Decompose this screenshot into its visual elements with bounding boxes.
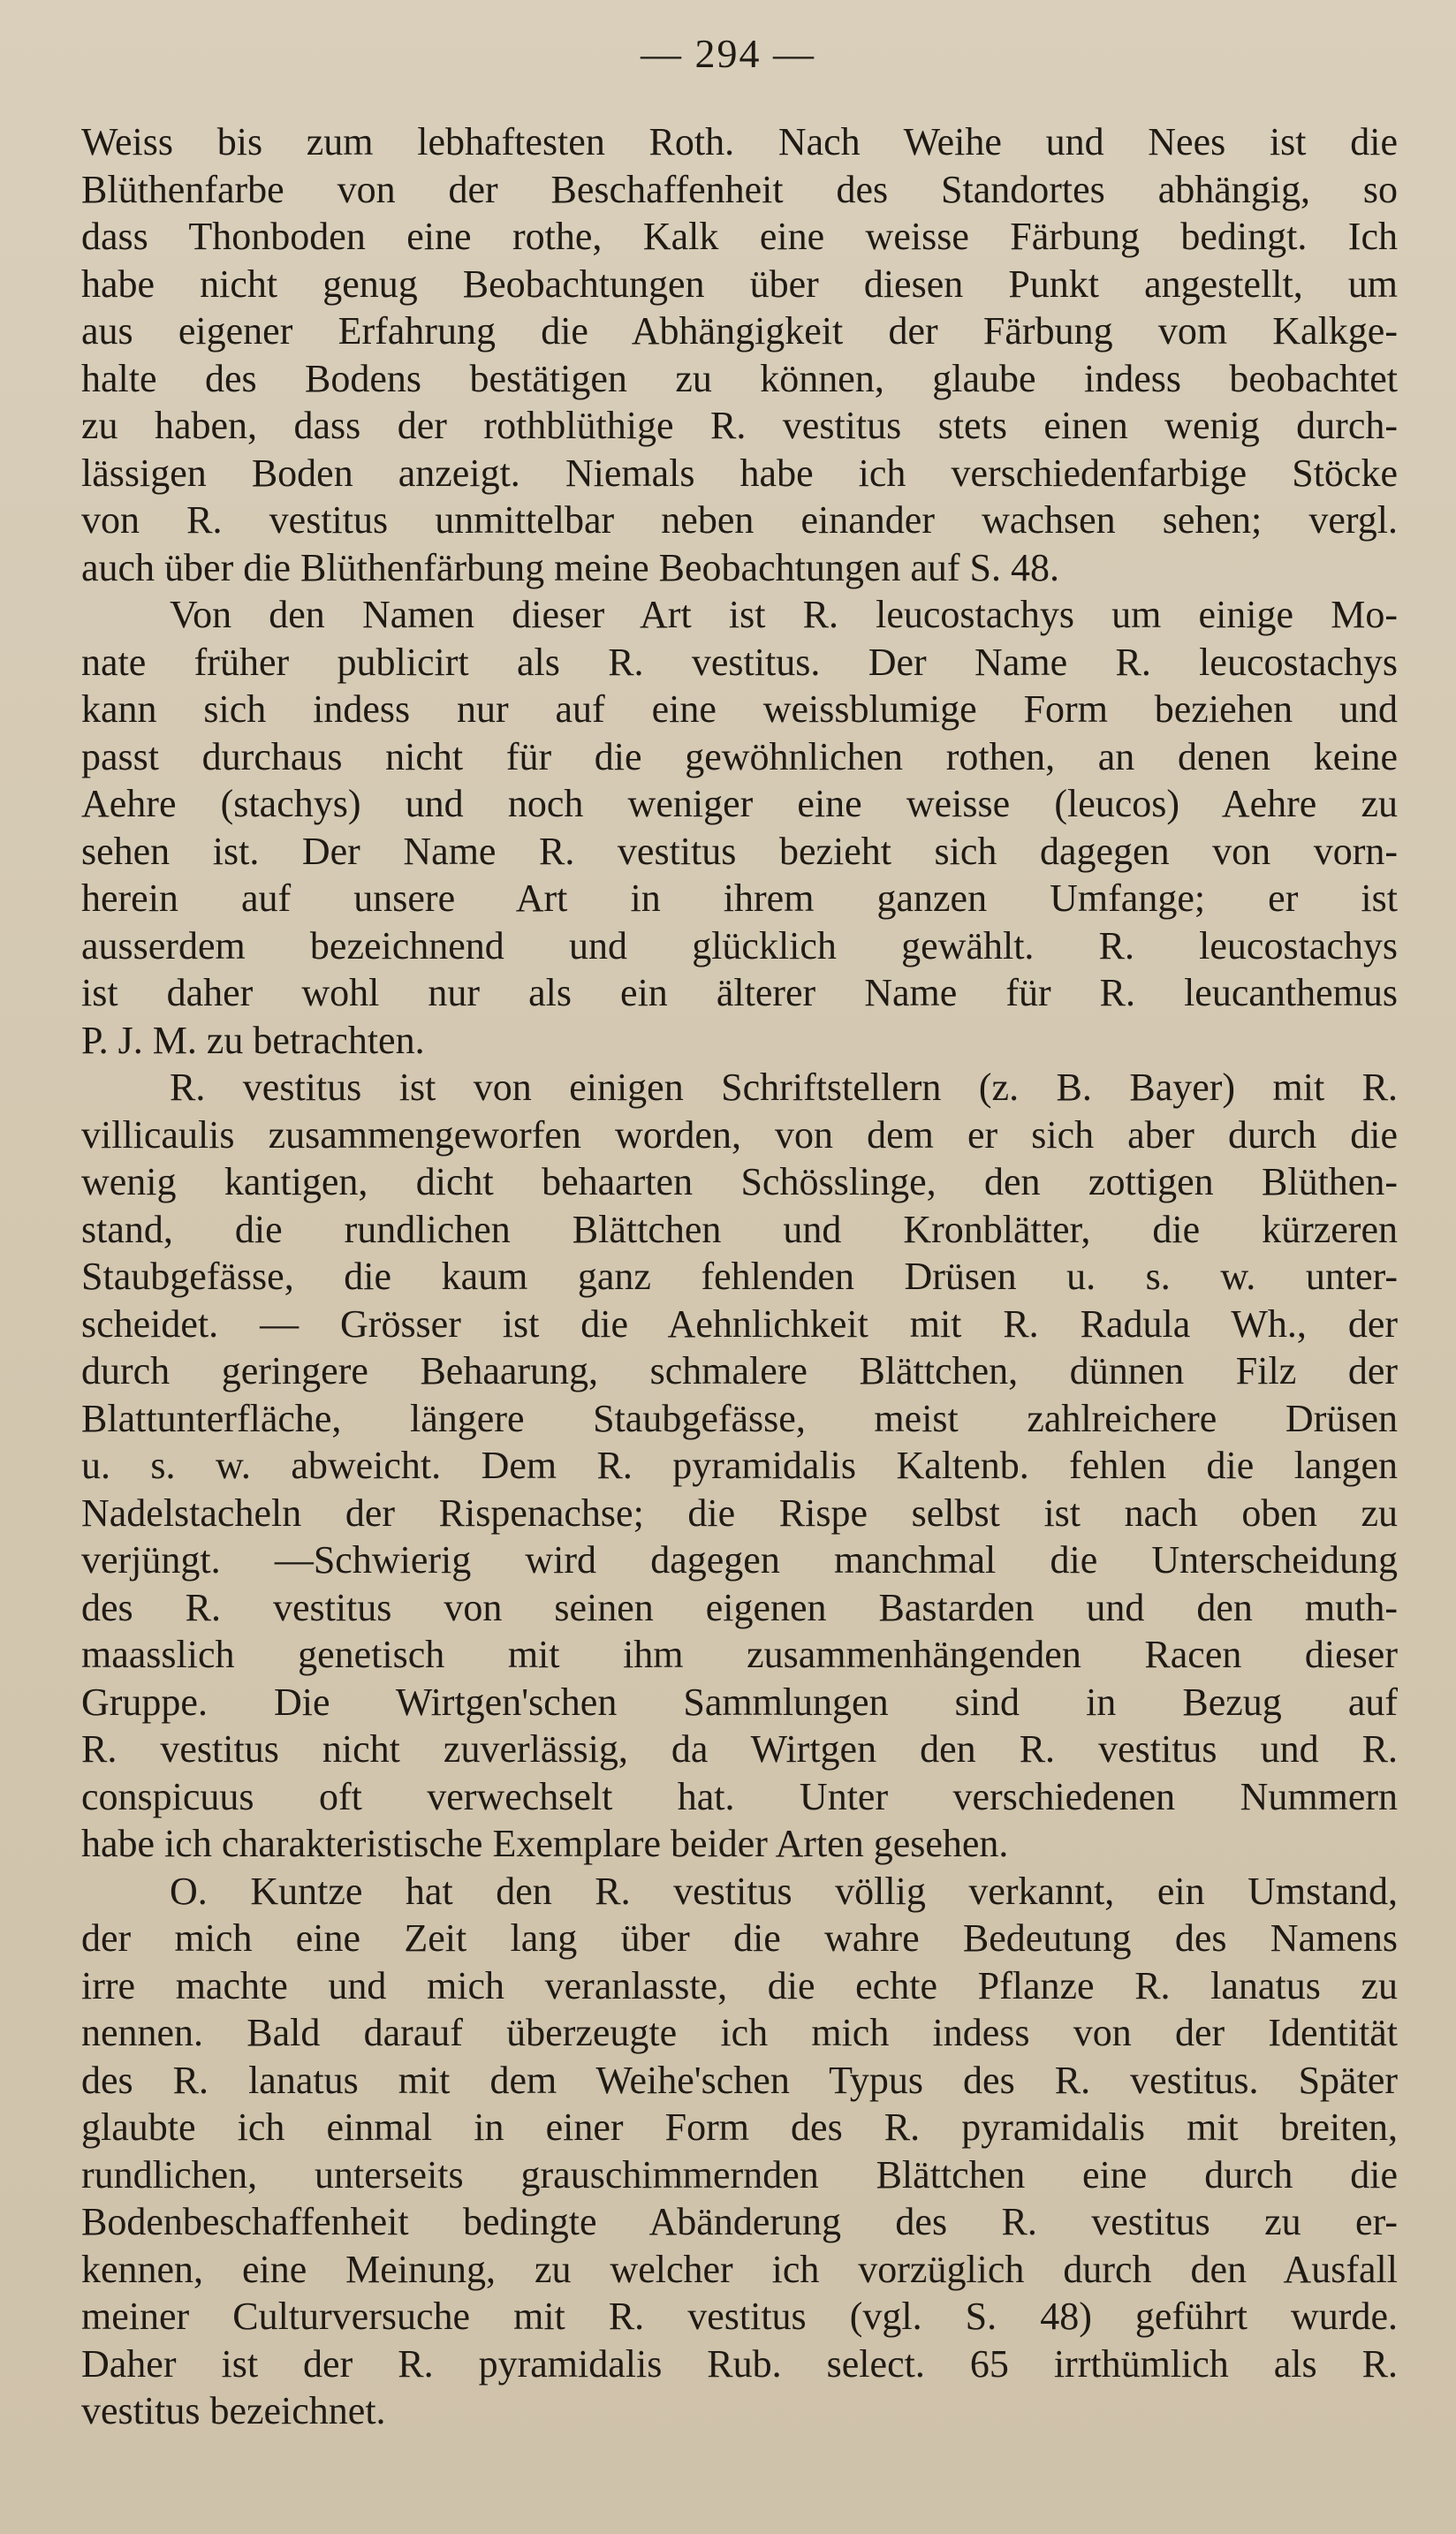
text-line: Bodenbeschaffenheit bedingte Abänderung des R. vestitus zu er- <box>81 2200 1398 2243</box>
text-line: R. vestitus ist von einigen Schriftstellern (z. B. Bayer) mit R. <box>170 1066 1398 1109</box>
text-line: habe ich charakteristische Exemplare beider Arten gesehen. <box>81 1822 1009 1865</box>
text-line: R. vestitus nicht zuverlässig, da Wirtgen den R. vestitus und R. <box>81 1727 1398 1771</box>
text-line: kann sich indess nur auf eine weissblumige Form beziehen und <box>81 687 1398 731</box>
text-line: habe nicht genug Beobachtungen über diesen Punkt angestellt, um <box>81 262 1398 306</box>
text-line: Weiss bis zum lebhaftesten Roth. Nach Weihe und Nees ist die <box>81 120 1398 163</box>
text-line: kennen, eine Meinung, zu welcher ich vorzüglich durch den Ausfall <box>81 2247 1398 2291</box>
text-line: villicaulis zusammengeworfen worden, von dem er sich aber durch die <box>81 1112 1398 1157</box>
text-line: nate früher publicirt als R. vestitus. Der Name R. leucostachys <box>81 640 1398 684</box>
text-line: dass Thonboden eine rothe, Kalk eine weisse Färbung bedingt. Ich <box>81 215 1398 258</box>
text-line: ausserdem bezeichnend und glücklich gewählt. R. leucostachys <box>81 923 1398 967</box>
text-line: nennen. Bald darauf überzeugte ich mich indess von der Identität <box>81 2011 1398 2054</box>
text-line: lässigen Boden anzeigt. Niemals habe ich verschiedenfarbige Stöcke <box>81 451 1398 495</box>
text-line: Von den Namen dieser Art ist R. leucostachys um einige Mo- <box>170 593 1398 636</box>
text-line: durch geringere Behaarung, schmalere Blättchen, dünnen Filz der <box>81 1349 1398 1392</box>
text-line: der mich eine Zeit lang über die wahre Bedeutung des Namens <box>81 1916 1398 1960</box>
text-line: vestitus bezeichnet. <box>81 2389 386 2432</box>
text-line: Aehre (stachys) und noch weniger eine weisse (leucos) Aehre zu <box>81 782 1398 825</box>
text-line: u. s. w. abweicht. Dem R. pyramidalis Kaltenb. fehlen die langen <box>81 1444 1398 1487</box>
text-line: sehen ist. Der Name R. vestitus bezieht sich dagegen von vorn- <box>81 829 1398 873</box>
text-line: Blüthenfarbe von der Beschaffenheit des Standortes abhängig, so <box>81 167 1398 211</box>
text-line: passt durchaus nicht für die gewöhnlichen rothen, an denen keine <box>81 734 1398 778</box>
text-line: des R. lanatus mit dem Weihe'schen Typus des R. vestitus. Später <box>81 2058 1398 2102</box>
text-line: wenig kantigen, dicht behaarten Schösslinge, den zottigen Blüthen- <box>81 1160 1398 1203</box>
text-line: aus eigener Erfahrung die Abhängigkeit der Färbung vom Kalkge- <box>81 309 1398 353</box>
text-line: stand, die rundlichen Blättchen und Kronblätter, die kürzeren <box>81 1207 1398 1251</box>
text-line: O. Kuntze hat den R. vestitus völlig verkannt, ein Umstand, <box>170 1869 1398 1913</box>
text-line: P. J. M. zu betrachten. <box>81 1018 425 1062</box>
text-line: Gruppe. Die Wirtgen'schen Sammlungen sind in Bezug auf <box>81 1680 1398 1724</box>
text-line: zu haben, dass der rothblüthige R. vestitus stets einen wenig durch- <box>81 404 1398 447</box>
text-line: scheidet. — Grösser ist die Aehnlichkeit mit R. Radula Wh., der <box>81 1301 1398 1346</box>
text-line: irre machte und mich veranlasste, die echte Pflanze R. lanatus zu <box>81 1963 1398 2007</box>
text-line: rundlichen, unterseits grauschimmernden Blättchen eine durch die <box>81 2152 1398 2196</box>
text-line: maasslich genetisch mit ihm zusammenhängenden Racen dieser <box>81 1633 1398 1676</box>
body-text <box>81 118 1398 2435</box>
text-line: von R. vestitus unmittelbar neben einander wachsen sehen; vergl. <box>81 498 1398 542</box>
text-line: verjüngt. —Schwierig wird dagegen manchmal die Unterscheidung <box>81 1538 1398 1582</box>
page-number: — 294 — <box>641 31 815 76</box>
text-line: herein auf unsere Art in ihrem ganzen Umfange; er ist <box>81 876 1398 920</box>
text-line: Daher ist der R. pyramidalis Rub. select. 65 irrthümlich als R. <box>81 2341 1398 2386</box>
text-line: meiner Culturversuche mit R. vestitus (vgl. S. 48) geführt wurde. <box>81 2295 1398 2338</box>
text-line: conspicuus oft verwechselt hat. Unter verschiedenen Nummern <box>81 1774 1398 1818</box>
text-line: Staubgefässe, die kaum ganz fehlenden Drüsen u. s. w. unter- <box>81 1255 1398 1298</box>
text-line: halte des Bodens bestätigen zu können, glaube indess beobachtet <box>81 356 1398 400</box>
text-line: glaubte ich einmal in einer Form des R. pyramidalis mit breiten, <box>81 2105 1398 2149</box>
text-line: auch über die Blüthenfärbung meine Beobachtungen auf S. 48. <box>81 545 1060 589</box>
text-line: Nadelstacheln der Rispenachse; die Rispe selbst ist nach oben zu <box>81 1491 1398 1535</box>
text-line: ist daher wohl nur als ein älterer Name für R. leucanthemus <box>81 971 1398 1014</box>
text-line: des R. vestitus von seinen eigenen Bastarden und den muth- <box>81 1585 1398 1629</box>
text-line: Blattunterfläche, längere Staubgefässe, meist zahlreichere Drüsen <box>81 1396 1398 1440</box>
